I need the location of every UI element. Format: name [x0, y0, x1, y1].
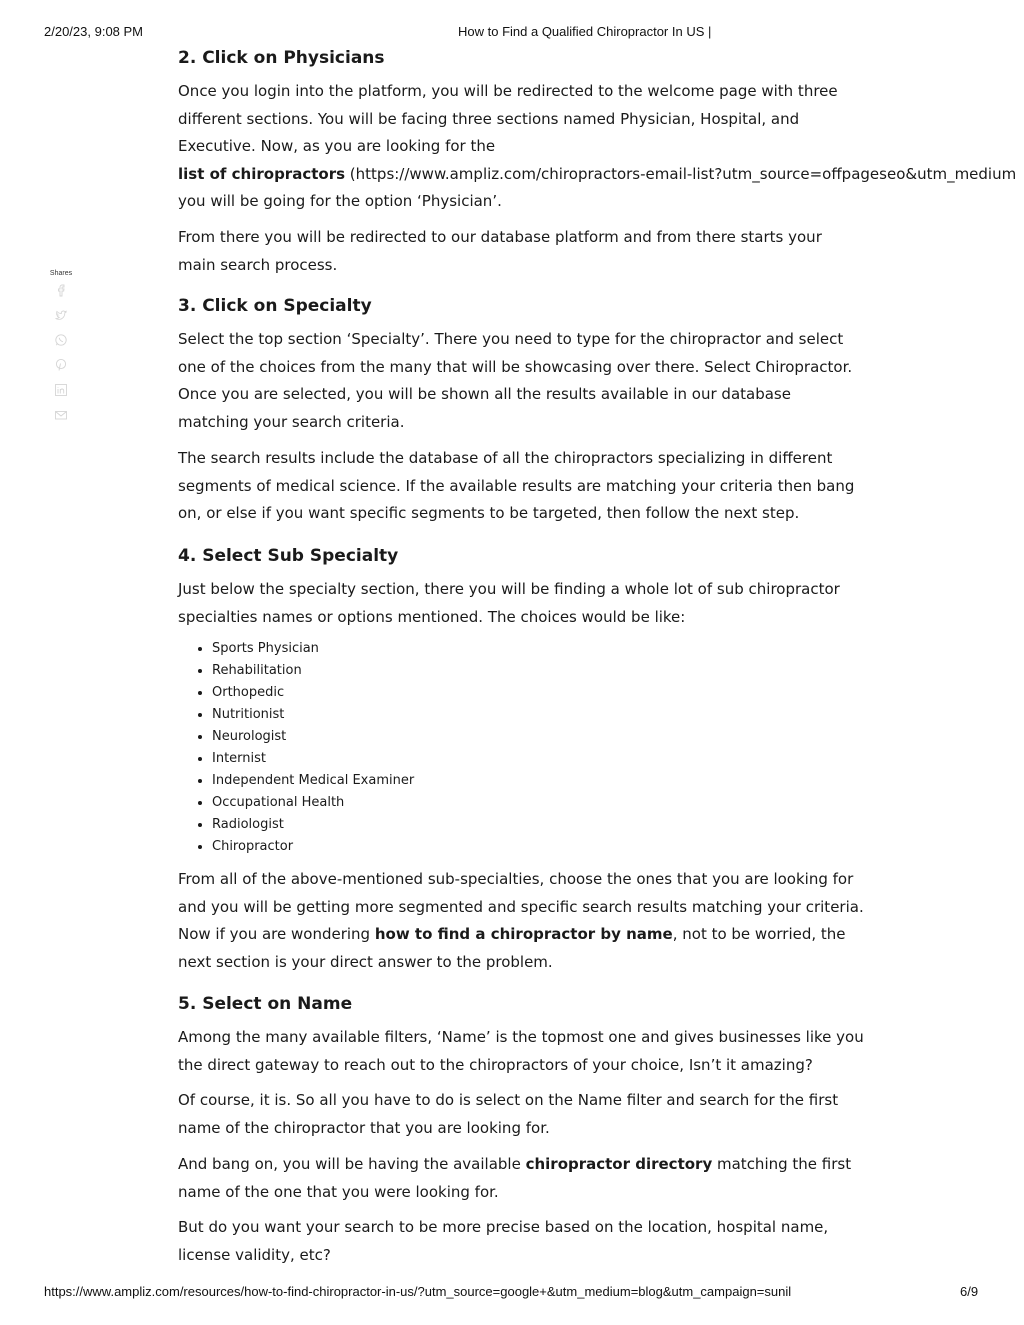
- section-heading: 2. Click on Physicians: [178, 48, 385, 68]
- text-line: Once you login into the platform, you will be redirected to the welcome page with three: [178, 82, 838, 100]
- page-number: 6/9: [960, 1284, 979, 1299]
- share-rail: [44, 270, 78, 433]
- list-item: • Rehabilitation: [212, 660, 612, 682]
- twitter-icon[interactable]: [54, 308, 68, 322]
- print-page-title: How to Find a Qualified Chiropractor In US |: [458, 24, 712, 39]
- list-item: • Orthopedic: [212, 682, 612, 704]
- list-item: • Independent Medical Examiner: [212, 770, 612, 792]
- section-click-on-specialty: [178, 292, 855, 522]
- paragraph: [178, 78, 1017, 216]
- paragraph: [178, 866, 868, 976]
- text-line: different sections. You will be facing three sections named Physician, Hospital, and: [178, 109, 800, 128]
- text-line: you will be going for the option ‘Physician’.: [178, 192, 502, 210]
- list-item: • Chiropractor: [212, 836, 612, 858]
- sub-specialty-list: [178, 638, 612, 858]
- bold-text: chiropractor directory: [525, 1155, 713, 1173]
- list-item: • Nutritionist: [212, 704, 612, 726]
- list-item: • Radiologist: [212, 814, 612, 836]
- chiropractor-list-link-line: [178, 165, 1016, 183]
- section-heading: 5. Select on Name: [178, 994, 353, 1014]
- paragraph: Just below the specialty section, there you will be finding a whole lot of sub chiropractor specialties names or options mentioned. The choices would be like:: [178, 580, 840, 626]
- print-datetime: 2/20/23, 9:08 PM: [44, 24, 144, 39]
- text-run: From all of the above-mentioned sub-specialties, choose the ones that you are looking for and you will be getting more segmented and specific search results matching your criteria. Now if you are wondering: [178, 870, 864, 943]
- paragraph: From there you will be redirected to our database platform and from there starts your main search process.: [178, 228, 822, 274]
- bold-text: list of chiropractors: [178, 164, 346, 183]
- pinterest-icon[interactable]: [54, 358, 68, 372]
- text-run: , not to be worried, the next section is your direct answer to the problem.: [178, 925, 846, 971]
- section-click-on-physicians: [178, 44, 1017, 274]
- section-select-sub-specialty: [178, 542, 864, 971]
- linkedin-icon[interactable]: [54, 383, 68, 397]
- facebook-icon[interactable]: [54, 283, 68, 297]
- link-url-text[interactable]: (https://www.ampliz.com/chiropractors-email-list?utm_source=offpageseo&utm_medium: [345, 164, 1017, 183]
- text-line: Executive. Now, as you are looking for the: [178, 137, 496, 155]
- paragraph: [178, 1151, 868, 1206]
- paragraph: Among the many available filters, ‘Name’ is the topmost one and gives businesses like you the direct gateway to reach out to the chiropractors of your choice, Isn’t it amazing?: [178, 1028, 864, 1074]
- list-item: • Neurologist: [212, 726, 612, 748]
- shares-label: Shares: [49, 270, 73, 277]
- list-item: • Internist: [212, 748, 612, 770]
- whatsapp-icon[interactable]: [54, 333, 68, 347]
- paragraph: Select the top section ‘Specialty’. There you need to type for the chiropractor and select one of the choices from the many that will be showcasing over there. Select Chiropractor. Once you are selected, you will be shown all the results available in our database matching your search criteria.: [178, 330, 853, 431]
- section-heading: 4. Select Sub Specialty: [178, 546, 399, 566]
- section-select-on-name: [178, 990, 864, 1264]
- print-url: https://www.ampliz.com/resources/how-to-find-chiropractor-in-us/?utm_source=google+&utm_medium=blog&utm_campaign=sunil: [44, 1284, 792, 1299]
- list-item: • Sports Physician: [212, 638, 612, 660]
- paragraph: Of course, it is. So all you have to do is select on the Name filter and search for the first name of the chiropractor that you are looking for.: [178, 1091, 839, 1137]
- paragraph: But do you want your search to be more precise based on the location, hospital name, license validity, etc?: [178, 1218, 829, 1264]
- paragraph: The search results include the database of all the chiropractors specializing in different segments of medical science. If the available results are matching your criteria then bang on, or else if you want specific segments to be targeted, then follow the next step.: [178, 449, 855, 522]
- section-heading: 3. Click on Specialty: [178, 296, 372, 316]
- bold-text: how to find a chiropractor by name: [374, 925, 673, 943]
- list-item: • Occupational Health: [212, 792, 612, 814]
- email-icon[interactable]: [54, 408, 68, 422]
- text-run: And bang on, you will be having the available: [178, 1155, 526, 1173]
- text-run: matching the first name of the one that you were looking for.: [178, 1155, 852, 1201]
